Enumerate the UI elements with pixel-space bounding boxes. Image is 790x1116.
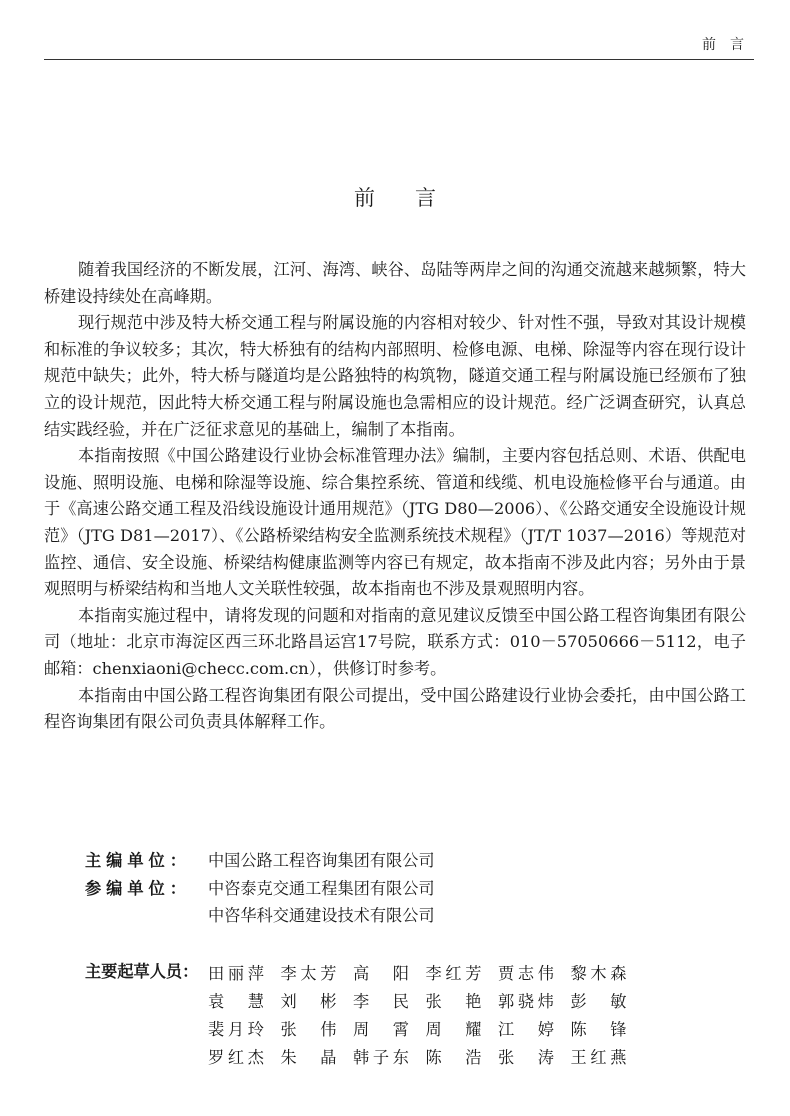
header-rule	[44, 59, 754, 60]
drafter-grid	[208, 958, 643, 1070]
drafter-name: 高阳	[353, 964, 409, 983]
drafter-name: 张涛	[498, 1048, 554, 1067]
chief-unit-row	[85, 847, 435, 875]
participating-unit-row	[85, 902, 435, 930]
participating-unit: 中咨华科交通建设技术有限公司	[208, 906, 435, 925]
drafter-name: 王红燕	[570, 1048, 627, 1067]
unit-label-spacer	[85, 902, 208, 930]
drafters-label: 主要起草人员：	[85, 962, 199, 981]
drafters	[85, 958, 643, 1070]
drafter-name: 李红芳	[425, 964, 482, 983]
drafter-name: 彭敏	[570, 992, 627, 1011]
drafter-name: 陈浩	[425, 1048, 482, 1067]
running-header: 前言	[702, 37, 758, 53]
drafter-name: 郭骁炜	[498, 992, 554, 1011]
editing-units	[85, 847, 435, 930]
drafter-name: 裴月玲	[208, 1020, 264, 1039]
chief-unit: 中国公路工程咨询集团有限公司	[208, 851, 435, 870]
drafter-name: 朱晶	[280, 1048, 337, 1067]
drafter-name: 周霄	[353, 1020, 409, 1039]
drafter-name: 刘彬	[280, 992, 337, 1011]
drafter-name: 袁慧	[208, 992, 264, 1011]
drafter-name: 李太芳	[280, 964, 337, 983]
drafter-name: 黎木森	[570, 964, 627, 983]
paragraph: 本指南按照《中国公路建设行业协会标准管理办法》编制，主要内容包括总则、术语、供配电设施、照明设施、电梯和除湿等设施、综合集控系统、管道和线缆、机电设施检修平台与通道。由于《高速公路交通工程及沿线设施设计通用规范》（JTG D80—2006）、《公路交通安全设施设计规范》（JTG D81—2017）、《公路桥梁结构安全监测系统技术规程》（JT/T 1037—2016）等规范对监控、通信、安全设施、桥梁结构健康监测等内容已有规定，故本指南不涉及此内容；另外由于景观照明与桥梁结构和当地人文关联性较强，故本指南也不涉及景观照明内容。	[44, 446, 746, 599]
drafter-name: 贾志伟	[498, 964, 554, 983]
preface-body	[44, 257, 746, 736]
drafter-name: 周耀	[425, 1020, 482, 1039]
drafter-name: 罗红杰	[208, 1048, 264, 1067]
drafter-name: 张艳	[425, 992, 482, 1011]
paragraph: 随着我国经济的不断发展，江河、海湾、峡谷、岛陆等两岸之间的沟通交流越来越频繁，特大桥建设持续处在高峰期。	[44, 260, 746, 306]
drafter-name: 李民	[353, 992, 409, 1011]
drafter-name: 田丽萍	[208, 964, 264, 983]
paragraph: 本指南实施过程中，请将发现的问题和对指南的意见建议反馈至中国公路工程咨询集团有限公司（地址：北京市海淀区西三环北路昌运宫17号院，联系方式：010－57050666－5112，电子邮箱：chenxiaoni@checc.com.cn），供修订时参考。	[44, 605, 746, 678]
drafter-name: 江婷	[498, 1020, 554, 1039]
participating-unit-row	[85, 875, 435, 903]
participating-unit: 中咨泰克交通工程集团有限公司	[208, 878, 435, 898]
paragraph: 现行规范中涉及特大桥交通工程与附属设施的内容相对较少、针对性不强，导致对其设计规模和标准的争议较多；其次，特大桥独有的结构内部照明、检修电源、电梯、除湿等内容在现行设计规范中缺失；此外，特大桥与隧道均是公路独特的构筑物，隧道交通工程与附属设施已经颁布了独立的设计规范，因此特大桥交通工程与附属设施也急需相应的设计规范。经广泛调查研究，认真总结实践经验，并在广泛征求意见的基础上，编制了本指南。	[44, 313, 746, 439]
drafter-name: 韩子东	[353, 1048, 409, 1067]
paragraph: 本指南由中国公路工程咨询集团有限公司提出，受中国公路建设行业协会委托，由中国公路工程咨询集团有限公司负责具体解释工作。	[44, 685, 746, 732]
chief-unit-label: 主编单位：	[85, 851, 191, 870]
drafter-name: 张伟	[280, 1020, 337, 1039]
drafter-name: 陈锋	[570, 1020, 627, 1039]
page-title: 前言	[354, 186, 476, 210]
participating-unit-label: 参编单位：	[85, 878, 191, 898]
